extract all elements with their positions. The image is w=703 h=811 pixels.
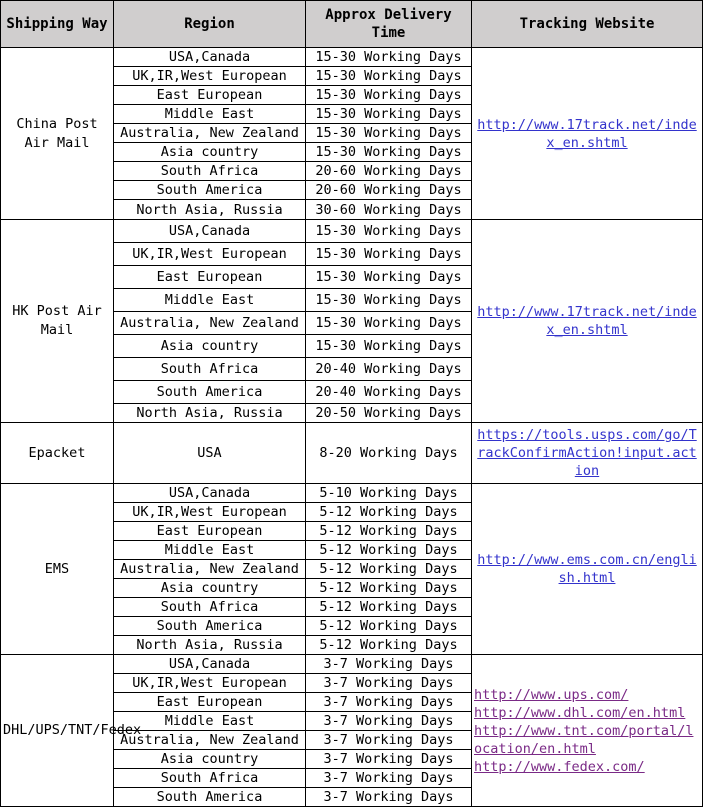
delivery-time-cell: 15-30 Working Days <box>306 48 472 67</box>
delivery-time-cell: 15-30 Working Days <box>306 86 472 105</box>
delivery-time-cell: 20-40 Working Days <box>306 381 472 404</box>
delivery-time-cell: 5-12 Working Days <box>306 579 472 598</box>
delivery-time-cell: 5-12 Working Days <box>306 541 472 560</box>
table-row <box>1 220 703 243</box>
delivery-time-cell: 20-40 Working Days <box>306 358 472 381</box>
region-cell: Australia, New Zealand <box>114 124 306 143</box>
delivery-time-cell: 15-30 Working Days <box>306 335 472 358</box>
tracking-link[interactable]: http://www.ems.com.cn/english.html <box>477 552 697 586</box>
delivery-time-cell: 15-30 Working Days <box>306 124 472 143</box>
region-cell: Middle East <box>114 541 306 560</box>
delivery-time-cell: 8-20 Working Days <box>306 423 472 484</box>
header-tracking-website: Tracking Website <box>472 1 703 48</box>
region-cell: UK,IR,West European <box>114 243 306 266</box>
delivery-time-cell: 15-30 Working Days <box>306 243 472 266</box>
delivery-time-cell: 15-30 Working Days <box>306 67 472 86</box>
delivery-time-cell: 3-7 Working Days <box>306 769 472 788</box>
delivery-time-cell: 5-12 Working Days <box>306 522 472 541</box>
delivery-time-cell: 3-7 Working Days <box>306 731 472 750</box>
tracking-link[interactable]: http://www.17track.net/index_en.shtml <box>477 116 697 151</box>
delivery-time-cell: 20-60 Working Days <box>306 181 472 200</box>
region-cell: East European <box>114 693 306 712</box>
region-cell: UK,IR,West European <box>114 67 306 86</box>
shipping-method-cell: Epacket <box>1 423 114 484</box>
region-cell: North Asia, Russia <box>114 636 306 655</box>
region-cell: Australia, New Zealand <box>114 560 306 579</box>
region-cell: East European <box>114 86 306 105</box>
region-cell: Middle East <box>114 289 306 312</box>
tracking-link[interactable]: http://www.17track.net/index_en.shtml <box>477 304 697 338</box>
header-region: Region <box>114 1 306 48</box>
tracking-website-cell <box>472 220 703 423</box>
table-row <box>1 48 703 67</box>
region-cell: South Africa <box>114 769 306 788</box>
tracking-website-cell <box>472 655 703 807</box>
region-cell: Australia, New Zealand <box>114 312 306 335</box>
delivery-time-cell: 5-12 Working Days <box>306 560 472 579</box>
table-row <box>1 423 703 484</box>
region-cell: North Asia, Russia <box>114 404 306 423</box>
shipping-method-cell: DHL/UPS/TNT/Fedex <box>1 655 114 807</box>
region-cell: South Africa <box>114 162 306 181</box>
region-cell: South Africa <box>114 358 306 381</box>
region-cell: South America <box>114 617 306 636</box>
tracking-website-cell <box>472 423 703 484</box>
region-cell: USA,Canada <box>114 48 306 67</box>
header-shipping-way: Shipping Way <box>1 1 114 48</box>
delivery-time-cell: 3-7 Working Days <box>306 712 472 731</box>
region-cell: South America <box>114 788 306 807</box>
region-cell: South America <box>114 181 306 200</box>
shipping-method-cell: China Post Air Mail <box>1 48 114 220</box>
delivery-time-cell: 5-12 Working Days <box>306 617 472 636</box>
region-cell: Asia country <box>114 143 306 162</box>
region-cell: East European <box>114 266 306 289</box>
region-cell: Asia country <box>114 750 306 769</box>
table-body <box>1 48 703 807</box>
region-cell: South America <box>114 381 306 404</box>
delivery-time-cell: 30-60 Working Days <box>306 200 472 220</box>
delivery-time-cell: 15-30 Working Days <box>306 266 472 289</box>
delivery-time-cell: 20-60 Working Days <box>306 162 472 181</box>
tracking-link[interactable]: http://www.dhl.com/en.html <box>474 704 686 721</box>
shipping-method-cell: HK Post Air Mail <box>1 220 114 423</box>
tracking-link[interactable]: http://www.tnt.com/portal/location/en.html <box>474 722 694 757</box>
delivery-time-cell: 20-50 Working Days <box>306 404 472 423</box>
tracking-link[interactable]: http://www.fedex.com/ <box>474 758 645 775</box>
delivery-time-cell: 3-7 Working Days <box>306 750 472 769</box>
delivery-time-cell: 3-7 Working Days <box>306 788 472 807</box>
delivery-time-cell: 15-30 Working Days <box>306 289 472 312</box>
region-cell: UK,IR,West European <box>114 674 306 693</box>
delivery-time-cell: 5-12 Working Days <box>306 636 472 655</box>
delivery-time-cell: 15-30 Working Days <box>306 220 472 243</box>
region-cell: UK,IR,West European <box>114 503 306 522</box>
tracking-website-cell <box>472 484 703 655</box>
region-cell: USA,Canada <box>114 655 306 674</box>
region-cell: Australia, New Zealand <box>114 731 306 750</box>
tracking-website-cell <box>472 48 703 220</box>
tracking-link[interactable]: https://tools.usps.com/go/TrackConfirmAction!input.action <box>477 427 697 479</box>
shipping-method-cell: EMS <box>1 484 114 655</box>
delivery-time-cell: 5-10 Working Days <box>306 484 472 503</box>
delivery-time-cell: 3-7 Working Days <box>306 693 472 712</box>
region-cell: USA,Canada <box>114 484 306 503</box>
delivery-time-cell: 5-12 Working Days <box>306 598 472 617</box>
tracking-link[interactable]: http://www.ups.com/ <box>474 686 629 703</box>
table-row <box>1 655 703 674</box>
region-cell: Middle East <box>114 712 306 731</box>
delivery-time-cell: 15-30 Working Days <box>306 312 472 335</box>
delivery-time-cell: 5-12 Working Days <box>306 503 472 522</box>
table-row <box>1 484 703 503</box>
region-cell: USA <box>114 423 306 484</box>
header-row <box>1 1 703 48</box>
delivery-time-cell: 15-30 Working Days <box>306 105 472 124</box>
region-cell: Middle East <box>114 105 306 124</box>
region-cell: Asia country <box>114 579 306 598</box>
region-cell: USA,Canada <box>114 220 306 243</box>
region-cell: South Africa <box>114 598 306 617</box>
delivery-time-cell: 15-30 Working Days <box>306 143 472 162</box>
delivery-time-cell: 3-7 Working Days <box>306 674 472 693</box>
header-delivery-time: Approx Delivery Time <box>306 1 472 48</box>
region-cell: Asia country <box>114 335 306 358</box>
region-cell: North Asia, Russia <box>114 200 306 220</box>
delivery-time-cell: 3-7 Working Days <box>306 655 472 674</box>
region-cell: East European <box>114 522 306 541</box>
